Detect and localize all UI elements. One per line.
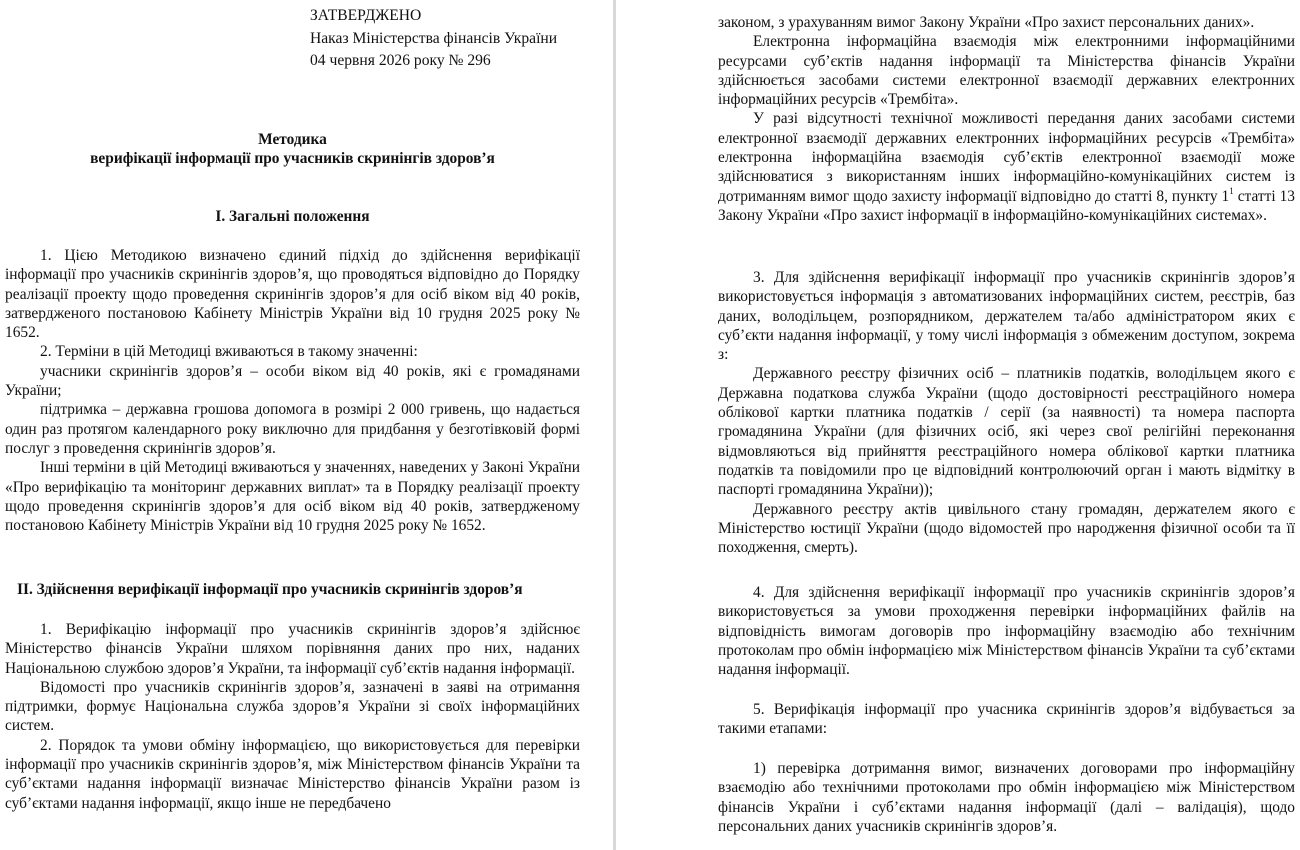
document-title (0, 130, 585, 169)
alternative-systems-text-a: У разі відсутності технічної можливості передання даних засобами системи електронної взаємодії державних електронних інформаційних ресурсів «Трембіта» електронна інформаційна взаємодія суб’єктів електронної взаємодії може здійснюватися з використанням інших інформаційно-комунікаційних систем із дотриманням вимог щодо захисту інформації відповідно до статті 8, пункту 1 (718, 110, 1295, 205)
section2-heading (17, 580, 523, 599)
validation-stage-1: 1) перевірка дотримання вимог, визначених договорами про інформаційну взаємодію або технічними протоколами про обмін інформацією між Міністерством фінансів України і суб’єктами надання інформації (далі – валідація), щодо персональних даних учасників скринінгів здоров’я. (718, 760, 1295, 835)
definition-support: підтримка – державна грошова допомога в розмірі 2 000 гривень, що надається один раз протягом календарного року виключно для придбання у безготівковій формі послуг з проведення скринінгів здоров’я. (5, 401, 580, 457)
section2-clause-2: 2. Порядок та умови обміну інформацією, що використовується для перевірки інформації про учасників скринінгів здоров’я, між Міністерством фінансів України та суб’єктами надання інформації визначає Міністерство фінансів України разом із суб’єктами надання інформації, якщо інше не передбачено (5, 736, 580, 812)
civil-registry-item: Державного реєстру актів цивільного стану громадян, держателем якого є Міністерство юстиції України (щодо відомостей про народження фізичної особи та її походження, смерть). (718, 500, 1295, 557)
other-terms-paragraph: Інші терміни в цій Методиці вживаються у значеннях, наведених у Законі України «Про верифікацію та моніторинг державних виплат» та в Порядку реалізації проекту щодо проведення скринінгів здоров’я для осіб віком від 40 років, затвердженому постановою Кабінету Міністрів України від 10 грудня 2025 року № 1652. (5, 459, 580, 535)
approval-stamp (310, 5, 557, 73)
approved-label: ЗАТВЕРДЖЕНО (310, 7, 422, 24)
left-document-page (0, 0, 613, 850)
section2-clause-1-details: Відомості про учасників скринінгів здоров’я, зазначені в заяві на отримання підтримки, формує Національна служба здоров’я України зі своїх інформаційних систем. (5, 678, 580, 735)
section2-clause-3: 3. Для здійснення верифікації інформації про учасників скринінгів здоров’я використовується інформація з автоматизованих інформаційних систем, реєстрів, баз даних, володільцем, розпорядником, держателем та/або адміністратором яких є суб’єкти надання інформації, у тому числі інформація з обмеженим доступом, зокрема з: (718, 269, 1295, 364)
section1-heading: I. Загальні положення (215, 208, 370, 225)
definition-participants: учасники скринінгів здоров’я – особи віком від 40 років, які є громадянами України; (5, 362, 580, 400)
document-title-line2: верифікації інформації про учасників скринінгів здоров’я (90, 150, 495, 168)
approval-date: 04 червня 2026 року № 296 (310, 52, 491, 69)
alternative-systems-text-b: статті 13 Закону України «Про захист інформації в інформаційно-комунікаційних системах». (718, 187, 1295, 224)
document-title-line1: Методика (258, 131, 327, 148)
section1-body (5, 246, 580, 535)
clause-1-paragraph: 1. Цією Методикою визначено єдиний підхід до здійснення верифікації інформації про учасників скринінгів здоров’я, що проводяться відповідно до Порядку реалізації проекту щодо проведення скринінгів здоров’я для осіб віком від 40 років, затвердженого постановою Кабінету Міністрів України від 10 грудня 2025 року № 1652. (5, 247, 580, 342)
section2-body (5, 620, 580, 813)
section2-clause-1: 1. Верифікацію інформації про учасників скринінгів здоров’я здійснює Міністерство фінансів України шляхом порівняння даних про них, наданих Національною службою здоров’я України, та інформації суб’єктів надання інформації. (5, 621, 580, 677)
right-body-clause3 (718, 268, 1295, 557)
trembita-interaction-paragraph: Електронна інформаційна взаємодія між електронними інформаційними ресурсами суб’єктів надання інформації та Міністерства фінансів України здійснюється засобами системи електронної взаємодії державних електронних інформаційних ресурсів «Трембіта». (718, 33, 1295, 109)
clause-2-paragraph: 2. Терміни в цій Методиці вживаються в такому значенні: (40, 343, 418, 361)
right-body-stage1 (718, 759, 1295, 836)
right-body-clause4 (718, 583, 1295, 679)
tax-registry-item: Державного реєстру фізичних осіб – платників податків, володільцем якого є Державна податкова служба України (щодо достовірності реєстраційного номера облікової картки платника податків / серії (за наявності) та номера паспорта громадянина України (для фізичних осіб, які через свої релігійні переконання відмовляються від прийняття реєстраційного номера облікової картки платника податків та повідомили про це відповідний контролюючий орган і мають відмітку в паспорті громадянина України)); (718, 365, 1295, 499)
approval-order: Наказ Міністерства фінансів України (310, 29, 558, 47)
section2-clause-4: 4. Для здійснення верифікації інформації про учасників скринінгів здоров’я використовується за умови проходження перевірки інформаційних файлів на відповідність вимогам договорів про інформаційну взаємодію або технічним протоколам про обмін інформацією між Міністерством фінансів України та суб’єктами надання інформації. (718, 584, 1295, 679)
right-body-top (718, 13, 1295, 225)
section2-clause-5: 5. Верифікація інформації про учасника скринінгів здоров’я відбувається за такими етапами: (718, 701, 1295, 738)
continuation-paragraph: законом, з урахуванням вимог Закону України «Про захист персональних даних». (718, 14, 1255, 31)
alternative-systems-paragraph (718, 109, 1295, 225)
section2-heading-text: II. Здійснення верифікації інформації про учасників скринінгів здоров’я (17, 581, 523, 598)
right-document-page (616, 0, 1300, 850)
footnote-superscript: 1 (1229, 185, 1234, 196)
right-body-clause5 (718, 700, 1295, 739)
